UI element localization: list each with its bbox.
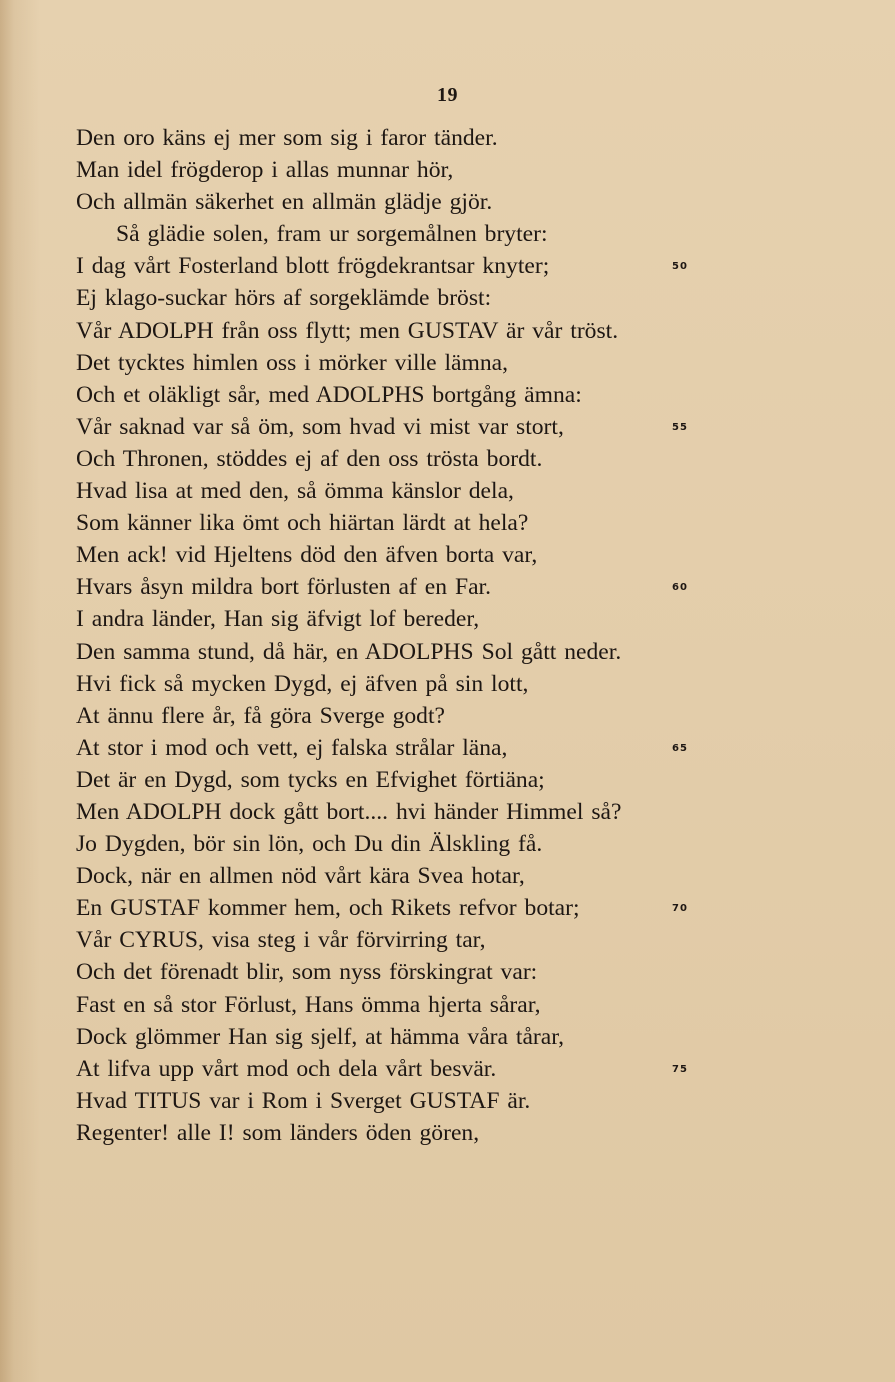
poem-line [76,668,776,700]
poem-line-text: I andra länder, Han sig äfvigt lof bereder, [76,606,480,633]
poem-line-text: Det är en Dygd, som tycks en Efvighet förtiäna; [76,766,545,793]
line-number: 70 [672,903,688,915]
poem-line [76,507,776,539]
line-number: 55 [672,421,688,433]
poem-line [76,539,776,571]
poem-line [76,282,776,314]
poem-line-text: Jo Dygden, bör sin lön, och Du din Älskling få. [76,831,543,858]
poem-line [76,1117,776,1149]
poem-line-text: Hvad lisa at med den, så ömma känslor dela, [76,478,514,505]
poem-line [76,796,776,828]
poem-line [76,443,776,475]
poem-line [76,764,776,796]
poem-line [76,860,776,892]
poem-line-text: Dock, när en allmen nöd vårt kära Svea hotar, [76,863,525,890]
poem-line [76,475,776,507]
poem-line-text: Vår CYRUS, visa steg i vår förvirring tar, [76,927,486,954]
poem-line [76,250,776,282]
poem-line-text: Hvi fick så mycken Dygd, ej äfven på sin lott, [76,670,529,697]
poem-line [76,828,776,860]
poem-line-text: Hvad TITUS var i Rom i Sverget GUSTAF är. [76,1087,531,1114]
poem-line [76,636,776,668]
poem-line-text: Dock glömmer Han sig sjelf, at hämma våra tårar, [76,1023,565,1050]
poem-line-text: At lifva upp vårt mod och dela vårt besvär. [76,1055,497,1082]
poem-line [76,700,776,732]
poem-line [76,603,776,635]
poem-line-text: Den samma stund, då här, en ADOLPHS Sol gått neder. [76,638,622,665]
poem-text [76,122,776,1149]
poem-line-text: Men ADOLPH dock gått bort.... hvi händer Himmel så? [76,798,622,825]
poem-line-text: Och et oläkligt sår, med ADOLPHS bortgång ämna: [76,381,582,408]
poem-line [76,154,776,186]
poem-line-text: En GUSTAF kommer hem, och Rikets refvor botar; [76,895,580,922]
poem-line-text: At ännu flere år, få göra Sverge godt? [76,702,446,729]
poem-line [76,347,776,379]
poem-line-text: Hvars åsyn mildra bort förlusten af en Far. [76,574,491,601]
poem-line [76,122,776,154]
poem-line-text: Vår saknad var så öm, som hvad vi mist var stort, [76,413,564,440]
poem-line [76,379,776,411]
poem-line-text: Ej klago-suckar hörs af sorgeklämde bröst: [76,285,492,312]
poem-line [76,892,776,924]
poem-line-text: Som känner lika ömt och hiärtan lärdt at hela? [76,510,529,537]
poem-line-text: Så glädie solen, fram ur sorgemålnen bryter: [116,221,548,248]
line-number: 50 [672,261,688,273]
poem-line [76,218,776,250]
poem-line [76,1053,776,1085]
poem-line [76,956,776,988]
poem-line [76,1085,776,1117]
poem-line [76,924,776,956]
poem-line-text: Men ack! vid Hjeltens död den äfven borta var, [76,542,538,569]
poem-line-text: Och allmän säkerhet en allmän glädje gjör. [76,189,493,216]
poem-line-text: Man idel frögderop i allas munnar hör, [76,157,454,184]
poem-line-text: Regenter! alle I! som länders öden gören, [76,1119,480,1146]
poem-line [76,571,776,603]
line-number: 65 [672,742,688,754]
poem-line-text: Den oro käns ej mer som sig i faror tänder. [76,125,498,151]
poem-line-text: I dag vårt Fosterland blott frögdekrantsar knyter; [76,253,550,280]
poem-line-text: Det tycktes himlen oss i mörker ville lämna, [76,349,509,376]
poem-line [76,732,776,764]
poem-line [76,1021,776,1053]
line-number: 75 [672,1063,688,1075]
poem-line [76,315,776,347]
poem-line-text: At stor i mod och vett, ej falska strålar läna, [76,734,508,761]
poem-line-text: Vår ADOLPH från oss flytt; men GUSTAV är vår tröst. [76,317,619,344]
poem-line [76,989,776,1021]
page-number: 19 [437,84,458,106]
poem-line-text: Och det förenadt blir, som nyss förskingrat var: [76,959,538,986]
poem-line-text: Fast en så stor Förlust, Hans ömma hjerta sårar, [76,991,541,1018]
poem-line [76,186,776,218]
poem-line [76,411,776,443]
line-number: 60 [672,582,688,594]
poem-line-text: Och Thronen, stöddes ej af den oss trösta bordt. [76,445,543,472]
